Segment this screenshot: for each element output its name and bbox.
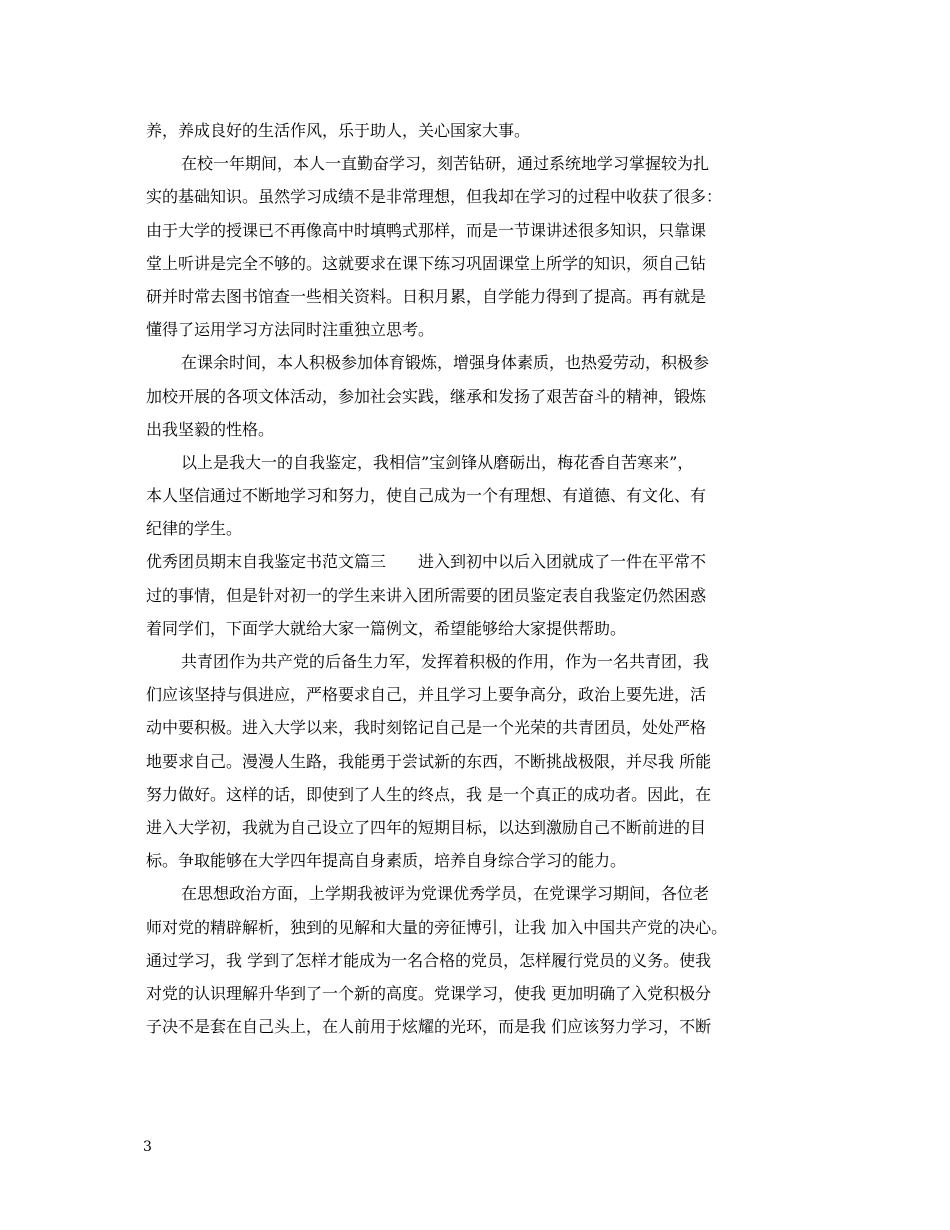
text-line: 由于大学的授课已不再像高中时填鸭式那样，而是一节课讲述很多知识，只靠课 [146, 220, 707, 240]
text-line: 师对党的精辟解析，独到的见解和大量的旁征博引，让我 加入中国共产党的决心。 [146, 917, 728, 937]
text-line: 在校一年期间，本人一直勤奋学习，刻苦钻研，通过系统地学习掌握较为扎 [181, 154, 710, 174]
text-line: 纪律的学生。 [146, 519, 243, 539]
text-line: 共青团作为共产党的后备生力军，发挥着积极的作用，作为一名共青团，我 [181, 652, 710, 671]
body-text [146, 114, 808, 1043]
section-heading-line: 优秀团员期末自我鉴定书范文篇三 进入到初中以后入团就成了一件在平常不 [146, 552, 707, 572]
text-line: 努力做好。这样的话，即使到了人生的终点，我 是一个真正的成功者。因此，在 [146, 784, 712, 804]
text-line: 们应该坚持与俱进应，严格要求自己，并且学习上要争高分，政治上要先进，活 [146, 685, 707, 705]
text-line: 动中要积极。进入大学以来，我时刻铭记自己是一个光荣的共青团员，处处严格 [146, 718, 707, 738]
text-line: 本人坚信通过不断地学习和努力，使自己成为一个有理想、有道德、有文化、有 [146, 486, 707, 506]
text-line: 养，养成良好的生活作风，乐于助人，关心国家大事。 [146, 121, 531, 140]
text-line: 通过学习，我 学到了怎样才能成为一名合格的党员，怎样履行党员的义务。使我 [146, 950, 712, 970]
text-line: 实的基础知识。虽然学习成绩不是非常理想，但我却在学习的过程中收获了很多： [146, 187, 723, 207]
text-line: 在课余时间，本人积极参加体育锻炼，增强身体素质，也热爱劳动，积极参 [181, 353, 710, 373]
text-line: 标。争取能够在大学四年提高自身素质，培养自身综合学习的能力。 [146, 851, 627, 871]
text-line: 对党的认识理解升华到了一个新的高度。党课学习，使我 更加明确了入党积极分 [146, 983, 712, 1003]
text-line: 着同学们，下面学大就给大家一篇例文，希望能够给大家提供帮助。 [146, 618, 627, 638]
text-line: 在思想政治方面，上学期我被评为党课优秀学员，在党课学习期间，各位老 [181, 884, 710, 904]
text-line: 加校开展的各项文体活动，参加社会实践，继承和发扬了艰苦奋斗的精神，锻炼 [146, 386, 707, 406]
text-line: 堂上听讲是完全不够的。这就要求在课下练习巩固课堂上所学的知识，须自己钻 [146, 253, 707, 273]
text-line: 过的事情，但是针对初一的学生来讲入团所需要的团员鉴定表自我鉴定仍然困惑 [146, 585, 707, 605]
text-line: 地要求自己。漫漫人生路，我能勇于尝试新的东西，不断挑战极限，并尽我 所能 [146, 751, 712, 771]
text-line: 以上是我大一的自我鉴定，我相信”宝剑锋从磨砺出，梅花香自苦寒来”， [181, 452, 694, 472]
text-line: 子决不是套在自己头上，在人前用于炫耀的光环，而是我 们应该努力学习，不断 [146, 1017, 712, 1037]
text-line: 研并时常去图书馆查一些相关资料。日积月累，自学能力得到了提高。再有就是 [146, 286, 707, 306]
text-line: 懂得了运用学习方法同时注重独立思考。 [146, 320, 435, 340]
text-line: 出我坚毅的性格。 [146, 419, 275, 439]
page-number: 3 [143, 1139, 152, 1155]
text-line: 进入大学初，我就为自己设立了四年的短期目标，以达到激励自己不断前进的目 [146, 817, 707, 837]
